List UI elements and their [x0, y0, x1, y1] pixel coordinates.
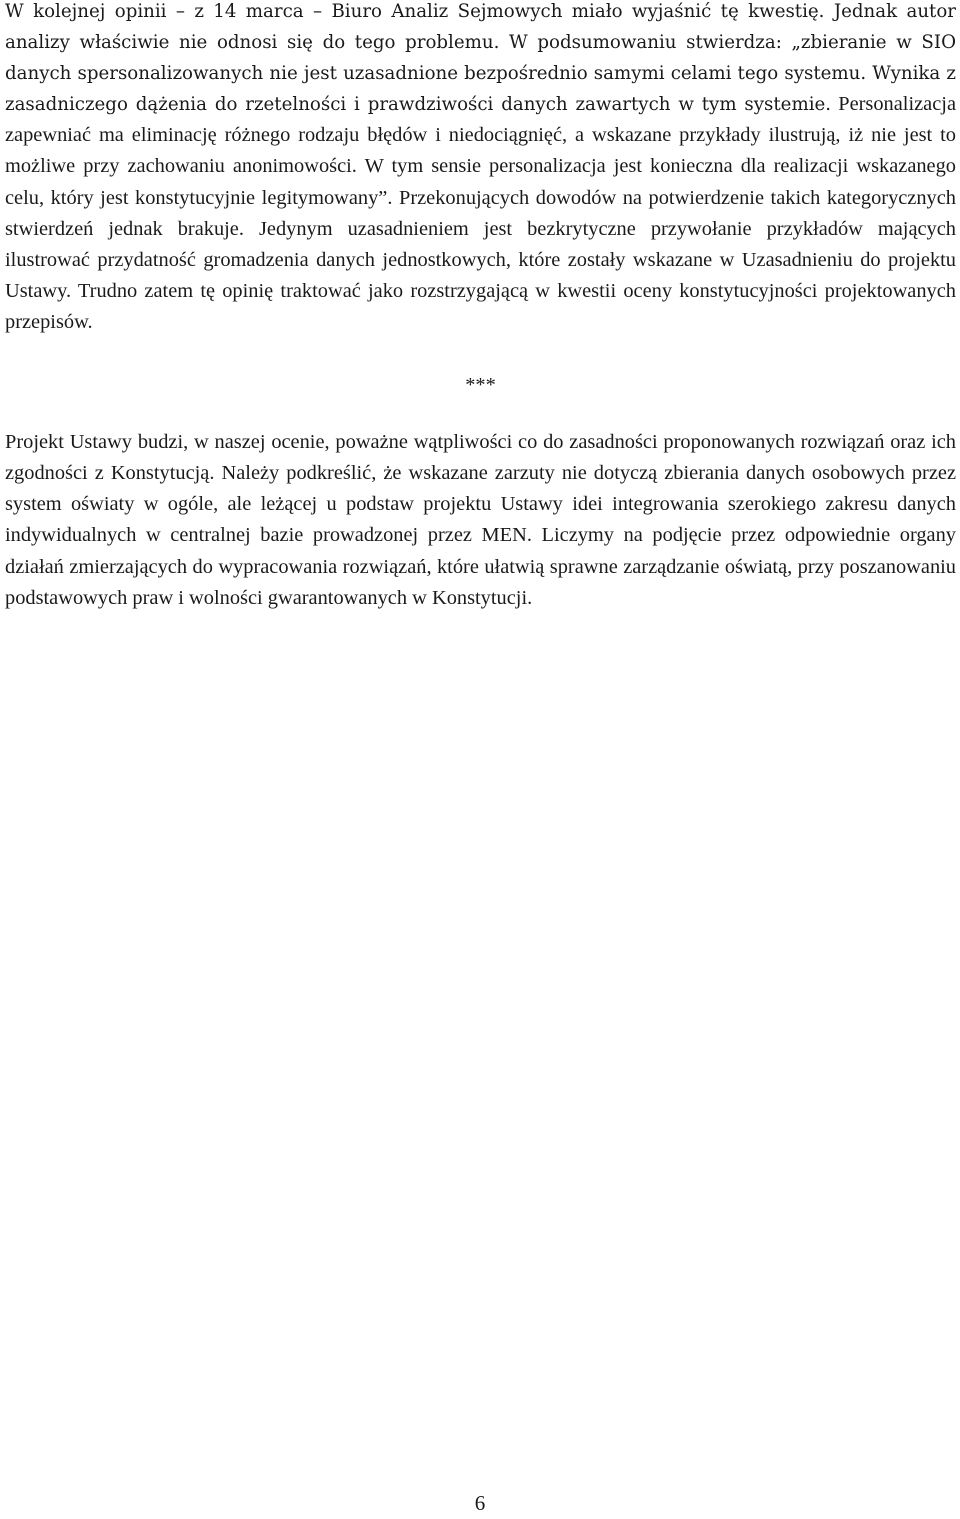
page-number: 6: [474, 1491, 486, 1515]
paragraph-opinion: [5, 0, 956, 338]
section-separator: ***: [465, 374, 496, 397]
paragraph-opinion-quote-part: W kolejnej opinii – z 14 marca – Biuro Analiz Sejmowych miało wyjaśnić tę kwestię. Jednak autor analizy właściwie nie odnosi się do tego problemu. W podsumowaniu stwierdza: „zbieranie w SIO danych spersonalizowanych nie jest uzasadnione bezpośrednio samymi celami tego systemu. Wynika z zasadniczego dążenia do rzetelności i prawdziwości danych zawartych w tym systemie.: [5, 1, 956, 116]
paragraph-conclusion: Projekt Ustawy budzi, w naszej ocenie, poważne wątpliwości co do zasadności proponowanych rozwiązań oraz ich zgodności z Konstytucją. Należy podkreślić, że wskazane zarzuty nie dotyczą zbierania danych osobowych przez system oświaty w ogóle, ale leżącej u podstaw projektu Ustawy idei integrowania szerokiego zakresu danych indywidualnych w centralnej bazie prowadzonej przez MEN. Liczymy na podjęcie przez odpowiednie organy działań zmierzających do wypracowania rozwiązań, które ułatwią sprawne zarządzanie oświatą, przy poszanowaniu podstawowych praw i wolności gwarantowanych w Konstytucji.: [5, 431, 956, 609]
document-page: [5, 0, 956, 614]
paragraph-opinion-rest: Personalizacja zapewniać ma eliminację różnego rodzaju błędów i niedociągnięć, a wskazane przykłady ilustrują, iż nie jest to możliwe przy zachowaniu anonimowości. W tym sensie personalizacja jest konieczna dla realizacji wskazanego celu, który jest konstytucyjnie legitymowany”. Przekonujących dowodów na potwierdzenie takich kategorycznych stwierdzeń jednak brakuje. Jedynym uzasadnieniem jest bezkrytyczne przywołanie przykładów mających ilustrować przydatność gromadzenia danych jednostkowych, które zostały wskazane w Uzasadnieniu do projektu Ustawy. Trudno zatem tę opinię traktować jako rozstrzygającą w kwestii oceny konstytucyjności projektowanych przepisów.: [5, 93, 956, 333]
